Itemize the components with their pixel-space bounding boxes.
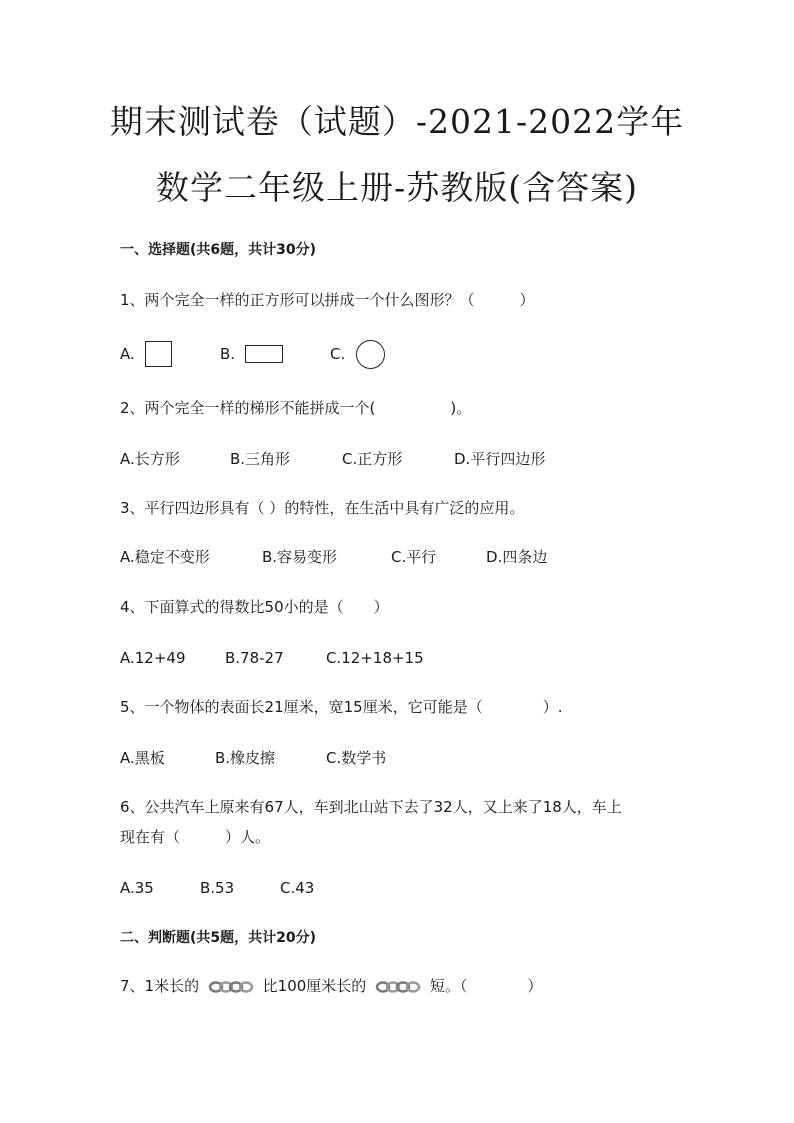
rectangle-shape-icon — [245, 345, 283, 363]
option-a: A.稳定不变形 — [120, 548, 210, 566]
rope-icon — [208, 979, 254, 995]
question-7-part1: 7、1米长的 — [120, 977, 200, 995]
question-7-part3: 短。（ ） — [429, 977, 543, 995]
option-b: B.橡皮擦 — [215, 749, 276, 767]
question-5-options — [120, 748, 680, 768]
question-6-options — [120, 878, 680, 898]
option-b: B.53 — [200, 879, 235, 897]
question-3: 3、平行四边形具有（ ）的特性，在生活中具有广泛的应用。 — [120, 499, 525, 517]
option-c: C.平行 — [391, 548, 437, 566]
option-b-label: B. — [220, 345, 236, 363]
question-5: 5、一个物体的表面长21厘米，宽15厘米，它可能是（ ）. — [120, 698, 563, 716]
option-c: C.43 — [280, 879, 315, 897]
question-1: 1、两个完全一样的正方形可以拼成一个什么图形？（ ） — [120, 291, 535, 309]
option-c-label: C. — [330, 345, 346, 363]
section-heading-judgement: 二、判断题(共5题，共计20分) — [120, 930, 317, 946]
question-2-options — [120, 449, 680, 469]
option-d: D.平行四边形 — [454, 450, 546, 468]
option-a: A.黑板 — [120, 749, 165, 767]
option-a: A.12+49 — [120, 649, 186, 667]
option-c: C.数学书 — [326, 749, 387, 767]
circle-shape-icon — [356, 340, 385, 369]
option-a: A.35 — [120, 879, 154, 897]
question-4: 4、下面算式的得数比50小的是（ ） — [120, 598, 389, 616]
question-6-line1: 6、公共汽车上原来有67人，车到北山站下去了32人，又上来了18人，车上 — [120, 798, 622, 816]
rope-icon — [375, 979, 421, 995]
option-a-label: A. — [120, 345, 135, 363]
question-3-options — [120, 547, 680, 567]
square-shape-icon — [145, 341, 172, 367]
option-a: A.长方形 — [120, 450, 180, 468]
option-c: C.正方形 — [342, 450, 403, 468]
option-b: B.三角形 — [230, 450, 291, 468]
document-title-line1: 期末测试卷（试题）-2021-2022学年 — [109, 102, 685, 141]
document-title-line2: 数学二年级上册-苏教版(含答案) — [156, 168, 638, 207]
question-6-line2: 现在有（ ）人。 — [120, 828, 271, 846]
option-c: C.12+18+15 — [326, 649, 424, 667]
option-b: B.容易变形 — [262, 548, 338, 566]
question-1-options — [120, 340, 420, 370]
question-7-part2: 比100厘米长的 — [262, 977, 367, 995]
option-b: B.78-27 — [225, 649, 284, 667]
question-4-options — [120, 648, 680, 668]
question-7 — [120, 976, 542, 996]
option-d: D.四条边 — [486, 548, 548, 566]
section-heading-choice: 一、选择题(共6题，共计30分) — [120, 242, 317, 258]
question-2: 2、两个完全一样的梯形不能拼成一个( )。 — [120, 399, 472, 417]
